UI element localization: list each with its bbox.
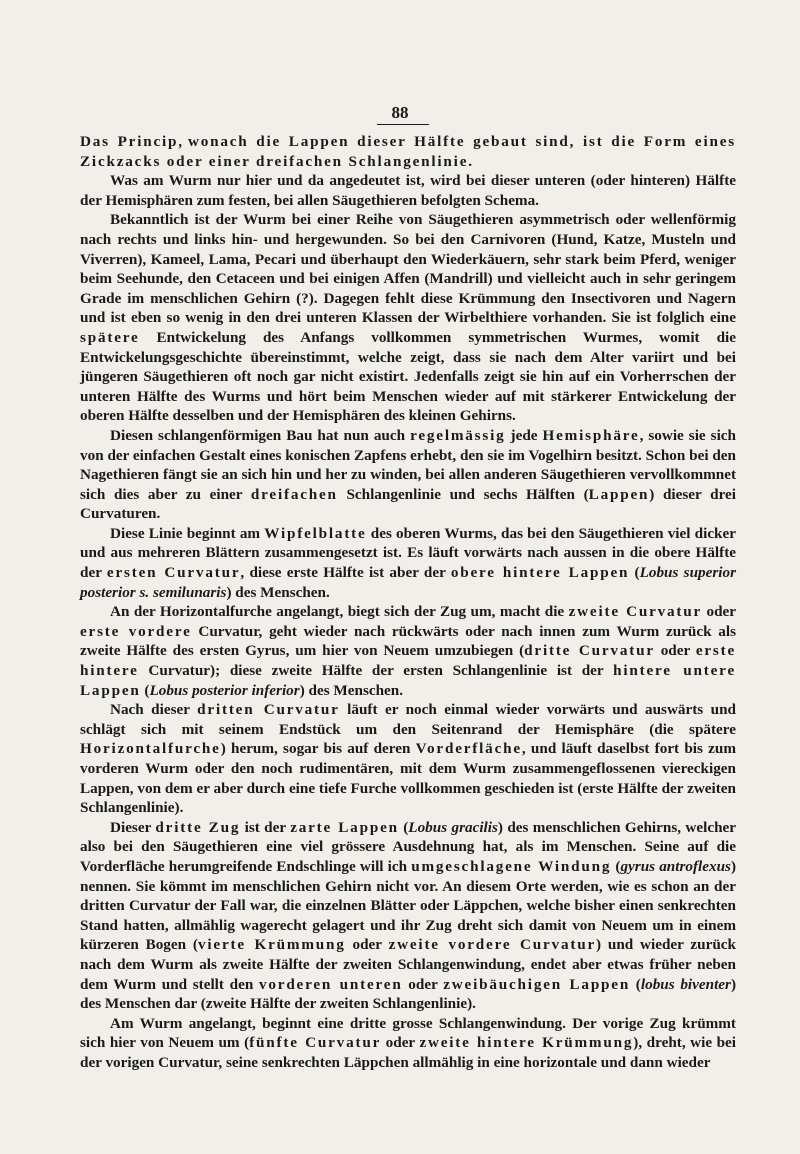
paragraph <box>80 171 736 210</box>
text-run: läuft er noch einmal wieder vorwärts und auswärts und schlägt sich mit seinem Endstück um den Seitenrand der Hemisphäre (die spätere <box>80 701 736 738</box>
spaced-emphasis: umgeschlagene Windung <box>411 857 612 875</box>
spaced-emphasis: regelmässig <box>410 426 506 444</box>
spaced-emphasis: Horizontalfurche <box>80 740 221 758</box>
text-run: , sowie sie sich von der einfachen Gestalt eines konischen Zapfens erhebt, den sie im Vogelhirn besitzt. Schon bei den Nagethieren fängt sie an sich hin und her zu winden, bei allen anderen Säugethieren vervollkommnet sich dies aber zu einer <box>80 426 736 503</box>
text-run: oder <box>381 1034 420 1052</box>
text-run: ( <box>630 975 641 993</box>
text-run: , und läuft daselbst fort bis zum vorderen Wurm oder den noch rudimentären, mit dem Wurm zusammengeflossenen viereckigen Lappen, von dem er aber durch eine tiefe Furche vollkommen geschieden ist (erste Hälfte der zweiten Schlangenlinie). <box>80 740 736 817</box>
text-run: , <box>178 133 188 150</box>
spaced-emphasis: dritte Curvatur <box>524 642 655 660</box>
latin-term: gyrus antroflexus <box>620 857 731 875</box>
spaced-emphasis: zweibäuchigen Lappen <box>443 975 631 993</box>
spaced-emphasis: spätere <box>80 328 140 346</box>
text-run: jede <box>505 426 543 444</box>
paragraph <box>80 1014 736 1073</box>
text-run: Entwickelung des Anfangs vollkommen symmetrischen Wurmes, womit die Entwickelungsgeschichte übereinstimmt, welche zeigt, dass sie nach dem Alter variirt und bei jüngeren Säugethieren oft noch gar nicht existirt. Jedenfalls zeigt sie hin auf ein Vorherrschen der unteren Hälfte des Wurms und hört beim Menschen wieder auf mit stärkerer Entwickelung der oberen Hälfte desselben und der Hemisphären des kleinen Gehirns. <box>80 328 736 425</box>
spaced-emphasis: obere hintere Lappen <box>450 564 630 582</box>
spaced-emphasis: Vorderfläche <box>415 740 522 758</box>
text-run: ( <box>398 818 409 836</box>
spaced-emphasis: fünfte Curvatur <box>249 1034 382 1052</box>
spaced-emphasis: Lappen <box>588 485 650 503</box>
text-run: ) des Menschen dar (zweite Hälfte der zweiten Schlangenlinie). <box>80 975 737 1013</box>
text-run: Bekanntlich ist der Wurm bei einer Reihe von Säugethieren asymmetrisch oder wellenförmig nach rechts und links hin- und hergewunden. So bei den Carnivoren (Hund, Katze, Musteln und Viverren), Kameel, Lama, Pecari und überhaupt den Wiederkäuern, sehr stark beim Pferd, weniger beim Seehunde, den Cetaceen und bei einigen Affen (Mandrill) und vielleicht auch in sehr geringem Grade im menschlichen Gehirn (?). Dagegen fehlt diese Krümmung den Insectivoren und Nagern und ist eben so wenig in den drei unteren Klassen der Wirbelthiere vorhanden. Sie ist folglich eine <box>80 211 736 327</box>
spaced-emphasis: dreifachen <box>250 485 338 503</box>
text-run: ) und wieder zurück nach dem Wurm als zweite Hälfte der zweiten Schlangenwindung, endet aber etwas früher neben dem Wurm und stellt den <box>80 936 736 993</box>
text-run: An der Horizontalfurche angelangt, biegt sich der Zug um, macht die <box>110 603 569 621</box>
text-run: ) dieser drei Curvaturen. <box>80 485 736 523</box>
spaced-emphasis: vorderen unteren <box>258 975 403 993</box>
spaced-emphasis: zweite vordere Curvatur <box>388 936 596 954</box>
text-run: oder <box>345 936 389 954</box>
text-run: oder <box>702 603 736 621</box>
latin-term: Lobus posterior inferior <box>149 681 300 699</box>
text-run: ) nennen. Sie kömmt im menschlichen Gehirn nicht vor. An diesem Orte werden, wie es schon an der dritten Curvatur der Fall war, die einzelnen Blätter oder Läppchen, welche bisher einen senkrechten Stand hatten, allmählig wagerecht gelagert und ihr Zug dreht sich damit von Neuem um in einem kürzeren Bogen ( <box>80 857 736 954</box>
spaced-emphasis: dritte Zug <box>155 818 241 836</box>
text-run: des oberen Wurms, das bei den Säugethieren viel dicker und aus mehreren Blättern zusammengesetzt ist. Es läuft vorwärts nach aussen in die obere Hälfte der <box>80 524 736 582</box>
text-run: Curvatur, geht wieder nach rückwärts oder nach innen zum Wurm zurück als zweite Hälfte des ersten Gyrus, um hier von Neuem umzubiegen ( <box>80 622 736 660</box>
text-run: ist der <box>240 818 291 836</box>
spaced-emphasis: wonach die Lappen dieser Hälfte gebaut sind, ist die Form eines Zickzacks oder einer dreifachen Schlangenlinie. <box>80 133 736 170</box>
text-run: Diesen schlangenförmigen Bau hat nun auch <box>110 426 411 444</box>
text-run: Curvatur); diese zweite Hälfte der ersten Schlangenlinie ist der <box>138 662 614 680</box>
body-text <box>80 132 736 1073</box>
latin-term: Lobus superior posterior s. semilunaris <box>80 564 736 601</box>
text-run: ) des menschlichen Gehirns, welcher also bei den Säugethieren eine viel grössere Ausdehnung hat, als im Menschen. Seine auf die Vorderfläche herumgreifende Endschlinge will ich <box>80 818 737 875</box>
text-run: oder <box>654 642 696 660</box>
text-run: ) des Menschen. <box>226 583 330 601</box>
page-number: 88 <box>391 103 409 122</box>
text-run: Dieser <box>110 818 156 836</box>
spaced-emphasis: erste hintere <box>80 642 737 680</box>
spaced-emphasis: vierte Krümmung <box>197 936 346 954</box>
text-run: ( <box>611 857 621 875</box>
spaced-emphasis: erste vordere <box>80 622 192 640</box>
text-run: ), dreht, wie bei der vorigen Curvatur, seine senkrechten Läppchen allmählig in eine horizontale und dann wieder <box>80 1034 737 1071</box>
spaced-emphasis: ersten Curvatur <box>106 564 241 582</box>
text-run: ( <box>140 681 150 699</box>
latin-term: lobus biventer <box>640 975 731 993</box>
paragraph <box>80 818 736 1014</box>
text-run: oder <box>402 975 444 993</box>
text-run: Diese Linie beginnt am <box>110 524 265 542</box>
paragraph <box>80 210 736 426</box>
paragraph <box>80 602 736 700</box>
spaced-emphasis: hintere untere Lappen <box>80 662 736 699</box>
page-number-rule <box>377 124 429 125</box>
spaced-emphasis: zarte Lappen <box>290 818 399 836</box>
spaced-emphasis: zweite hintere Krümmung <box>419 1034 634 1052</box>
paragraph <box>80 700 736 818</box>
spaced-emphasis: dritten Curvatur <box>197 701 340 719</box>
paragraph <box>80 524 736 602</box>
text-run: Was am Wurm nur hier und da angedeutet ist, wird bei dieser unteren (oder hinteren) Hälfte der Hemisphären zum festen, bei allen Säugethieren befolgten Schema. <box>80 172 736 209</box>
latin-term: Lobus gracilis <box>408 818 498 836</box>
paragraph <box>80 426 736 524</box>
spaced-emphasis: Hemisphäre <box>542 426 640 444</box>
spaced-emphasis: Wipfelblatte <box>264 524 367 542</box>
text-run: Nach dieser <box>110 701 198 719</box>
text-run: ) herum, sogar bis auf deren <box>220 740 416 758</box>
spaced-emphasis: zweite Curvatur <box>568 603 703 621</box>
text-run: Am Wurm angelangt, beginnt eine dritte grosse Schlangenwindung. Der vorige Zug krümmt sich hier von Neuem um ( <box>80 1014 736 1052</box>
text-run: ( <box>629 564 640 582</box>
text-run: ) des Menschen. <box>299 681 404 699</box>
spaced-emphasis: Das Princip <box>80 133 179 150</box>
text-run: Schlangenlinie und sechs Hälften ( <box>337 485 589 503</box>
paragraph <box>80 132 736 171</box>
text-run: , diese erste Hälfte ist aber der <box>240 564 451 582</box>
